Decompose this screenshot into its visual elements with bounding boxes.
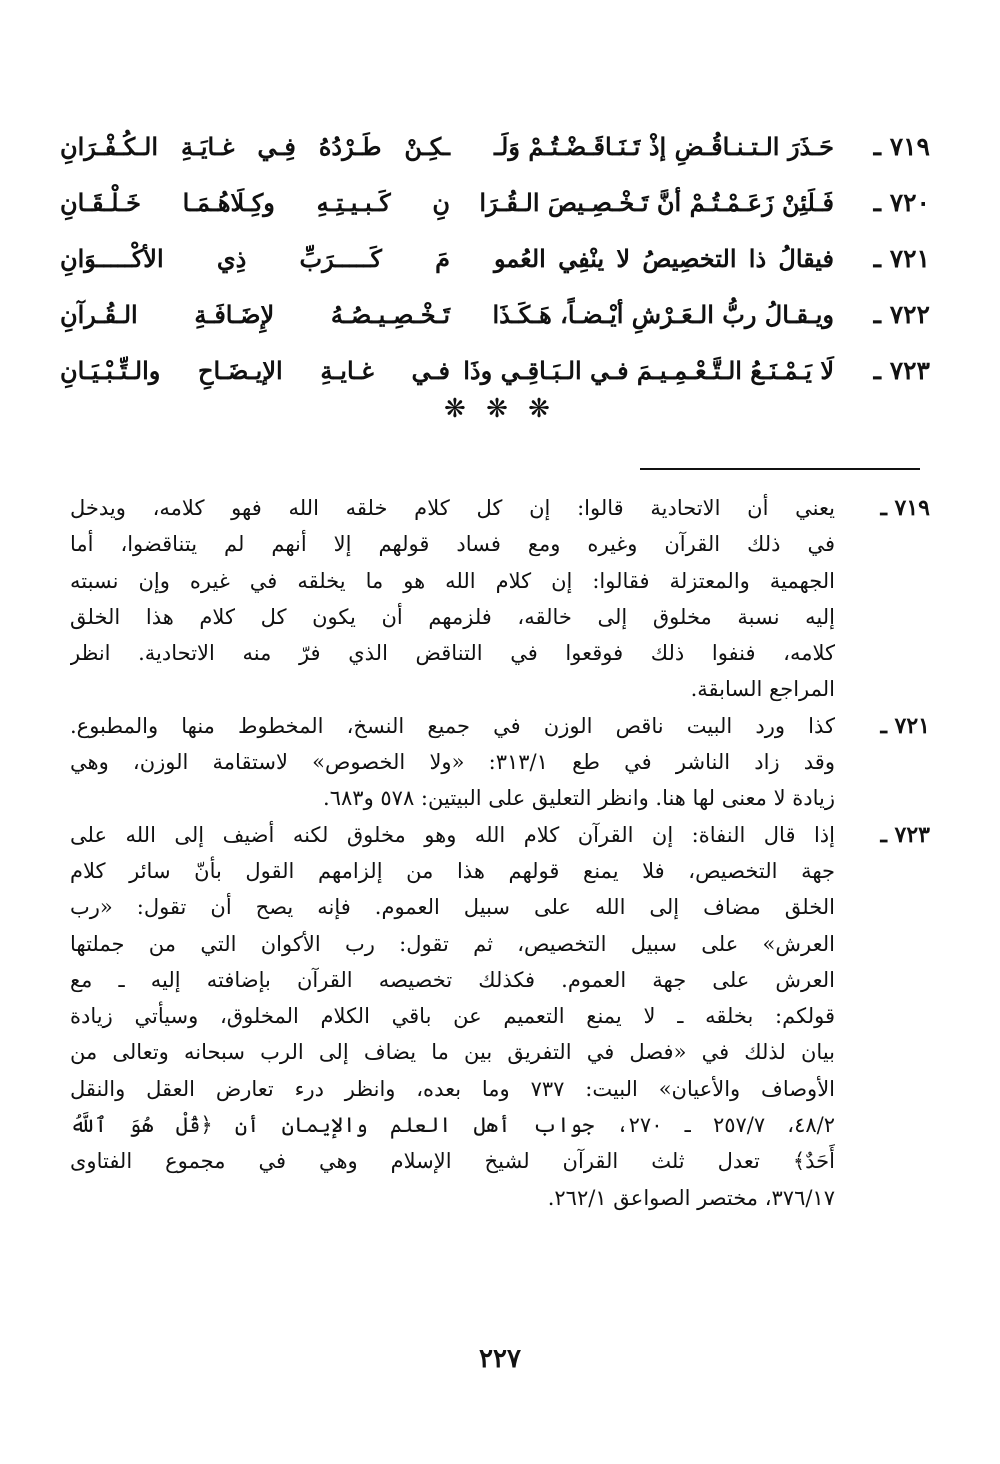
footnote-line: وقد زاد الناشر في طع ٣١٣/١: «ولا الخصوص» لاستقامة الوزن، وهي bbox=[70, 750, 835, 775]
verse-number: ٧٢٣ ـ bbox=[873, 355, 930, 385]
verse-line bbox=[60, 174, 930, 230]
footnote-line: جهة التخصيص، فلا يمنع قولهم هذا من إلزامهم القول بأنّ سائر كلام bbox=[70, 858, 835, 883]
footnote-number: ٧٢١ ـ bbox=[880, 712, 930, 739]
footnote bbox=[70, 817, 930, 1216]
footnote-line: قولكم: بخلقه ـ لا يمنع التعميم عن باقي الكلام المخلوق، وسيأتي زيادة bbox=[70, 1004, 835, 1029]
footnote-separator-rule bbox=[640, 468, 920, 470]
footnote-body bbox=[70, 817, 835, 1216]
verse-second-hemistich: فـي غـايـةِ الإيـضَـاحِ والـتِّـبْـيَـانِ bbox=[60, 355, 450, 385]
footnote-line: الخلق مضاف إلى الله على سبيل العموم. فإنه يصح أن تقول: «رب bbox=[70, 895, 835, 920]
verse-line bbox=[60, 286, 930, 342]
footnote-body bbox=[70, 708, 835, 817]
footnote-line: بيان لذلك في «فصل في التفريق بين ما يضاف إلى الرب سبحانه وتعالى من bbox=[70, 1040, 835, 1065]
verse-line bbox=[60, 230, 930, 286]
footnote-number: ٧١٩ ـ bbox=[880, 495, 930, 521]
verse-second-hemistich: ـكِـنْ طَـرْدُهُ فِـي غـايَـةِ الـكُـفْـرَانِ bbox=[60, 131, 450, 161]
footnote-body bbox=[70, 490, 835, 708]
footnote-line: ٤٨/٢، ٢٥٧/٧ ـ ٢٧٠، جواب أهل العلم والإيمان أن ﴿قُلْ هُوَ ٱللَّهُ bbox=[70, 1113, 835, 1138]
verse-line bbox=[60, 342, 930, 398]
footnote-line: إليه نسبة مخلوق إلى خالقه، فلزمهم أن يكون كل كلام هذا الخلق bbox=[70, 604, 835, 629]
footnote-line: الجهمية والمعتزلة فقالوا: إن كلام الله هو ما يخلقه في غيره وإن نسبته bbox=[70, 568, 835, 593]
footnote-line: يعني أن الاتحادية قالوا: إن كل كلام خلقه الله فهو كلامه، ويدخل bbox=[70, 496, 835, 520]
verse-second-hemistich: تَـخْـصِـيـصُـهُ لإِضَـافَـةِ الـقُـرآنِ bbox=[60, 299, 450, 329]
verse-number: ٧٢٠ ـ bbox=[873, 187, 930, 217]
verse-line bbox=[60, 118, 930, 174]
footnotes bbox=[70, 490, 930, 1216]
verse-second-hemistich: مَ كَـــــرَبِّ ذِي الأكْـــــوَانِ bbox=[60, 243, 450, 273]
footnote-number: ٧٢٣ ـ bbox=[880, 821, 930, 848]
footnote-line: زيادة لا معنى لها هنا. وانظر التعليق على البيتين: ٥٧٨ و٦٨٣. bbox=[323, 786, 835, 811]
verse-number: ٧٢٢ ـ bbox=[873, 299, 930, 329]
verse-first-hemistich: لَا يَـمْـنَـعُ الـتَّـعْـمِـيـمَ فـي الـبَـاقِـي وذَا bbox=[463, 355, 834, 385]
footnote-line: العرش» على سبيل التخصيص، ثم تقول: رب الأكوان التي من جملتها bbox=[70, 931, 835, 956]
verse-number: ٧١٩ ـ bbox=[873, 131, 930, 161]
footnote-line: كذا ورد البيت ناقص الوزن في جميع النسخ، المخطوط منها والمطبوع. bbox=[70, 713, 835, 738]
footnote-line: كلامه، فنفوا ذلك فوقعوا في التناقض الذي فرّ منه الاتحادية. انظر bbox=[70, 641, 835, 666]
footnote-line: الأوصاف والأعيان» البيت: ٧٣٧ وما بعده، وانظر درء تعارض العقل والنقل bbox=[70, 1076, 835, 1101]
footnote-line: العرش على جهة العموم. فكذلك تخصيصه القرآن بإضافته إليه ـ مع bbox=[70, 967, 835, 992]
verse-second-hemistich: نِ كَـبـيـتِـهِ وكِـلَاهُـمَـا خَـلْـقَـانِ bbox=[60, 187, 450, 217]
verse-number: ٧٢١ ـ bbox=[873, 243, 930, 273]
verse-block bbox=[60, 118, 930, 398]
footnote-line: أَحَدٌ﴾ تعدل ثلث القرآن لشيخ الإسلام وهي في مجموع الفتاوى bbox=[70, 1149, 835, 1174]
footnote-line: ٣٧٦/١٧، مختصر الصواعق ٢٦٢/١. bbox=[547, 1185, 835, 1210]
footnote-line: في ذلك القرآن وغيره ومع فساد قولهم إلا أنهم لم يتناقضوا، أما bbox=[70, 532, 835, 557]
footnote bbox=[70, 490, 930, 708]
footnote-line: المراجع السابقة. bbox=[690, 677, 835, 702]
verse-first-hemistich: حَـذَرَ الـتـنـاقُـضِ إذْ تَـنَـاقَـضْـتُـمْ وَلَـ bbox=[494, 131, 834, 161]
footnote-line: إذا قال النفاة: إن القرآن كلام الله وهو مخلوق لكنه أضيف إلى الله على bbox=[70, 822, 835, 847]
page-number: ٢٢٧ bbox=[479, 1344, 521, 1374]
footnote bbox=[70, 708, 930, 817]
verse-first-hemistich: فَـلَئِنْ زَعَـمْـتُـمْ أنَّ تَـخْـصِـيصَ الـقُـرَا bbox=[479, 187, 834, 217]
verse-first-hemistich: ويـقـالُ ربُّ الـعَـرْشِ أيْـضـاً، هَـكَـذَا bbox=[492, 299, 834, 329]
verse-first-hemistich: فيقالُ ذا التخصِيصُ لا ينْفِي العُمو bbox=[494, 243, 834, 273]
section-divider-ornament: ❋ ❋ ❋ bbox=[444, 394, 556, 424]
